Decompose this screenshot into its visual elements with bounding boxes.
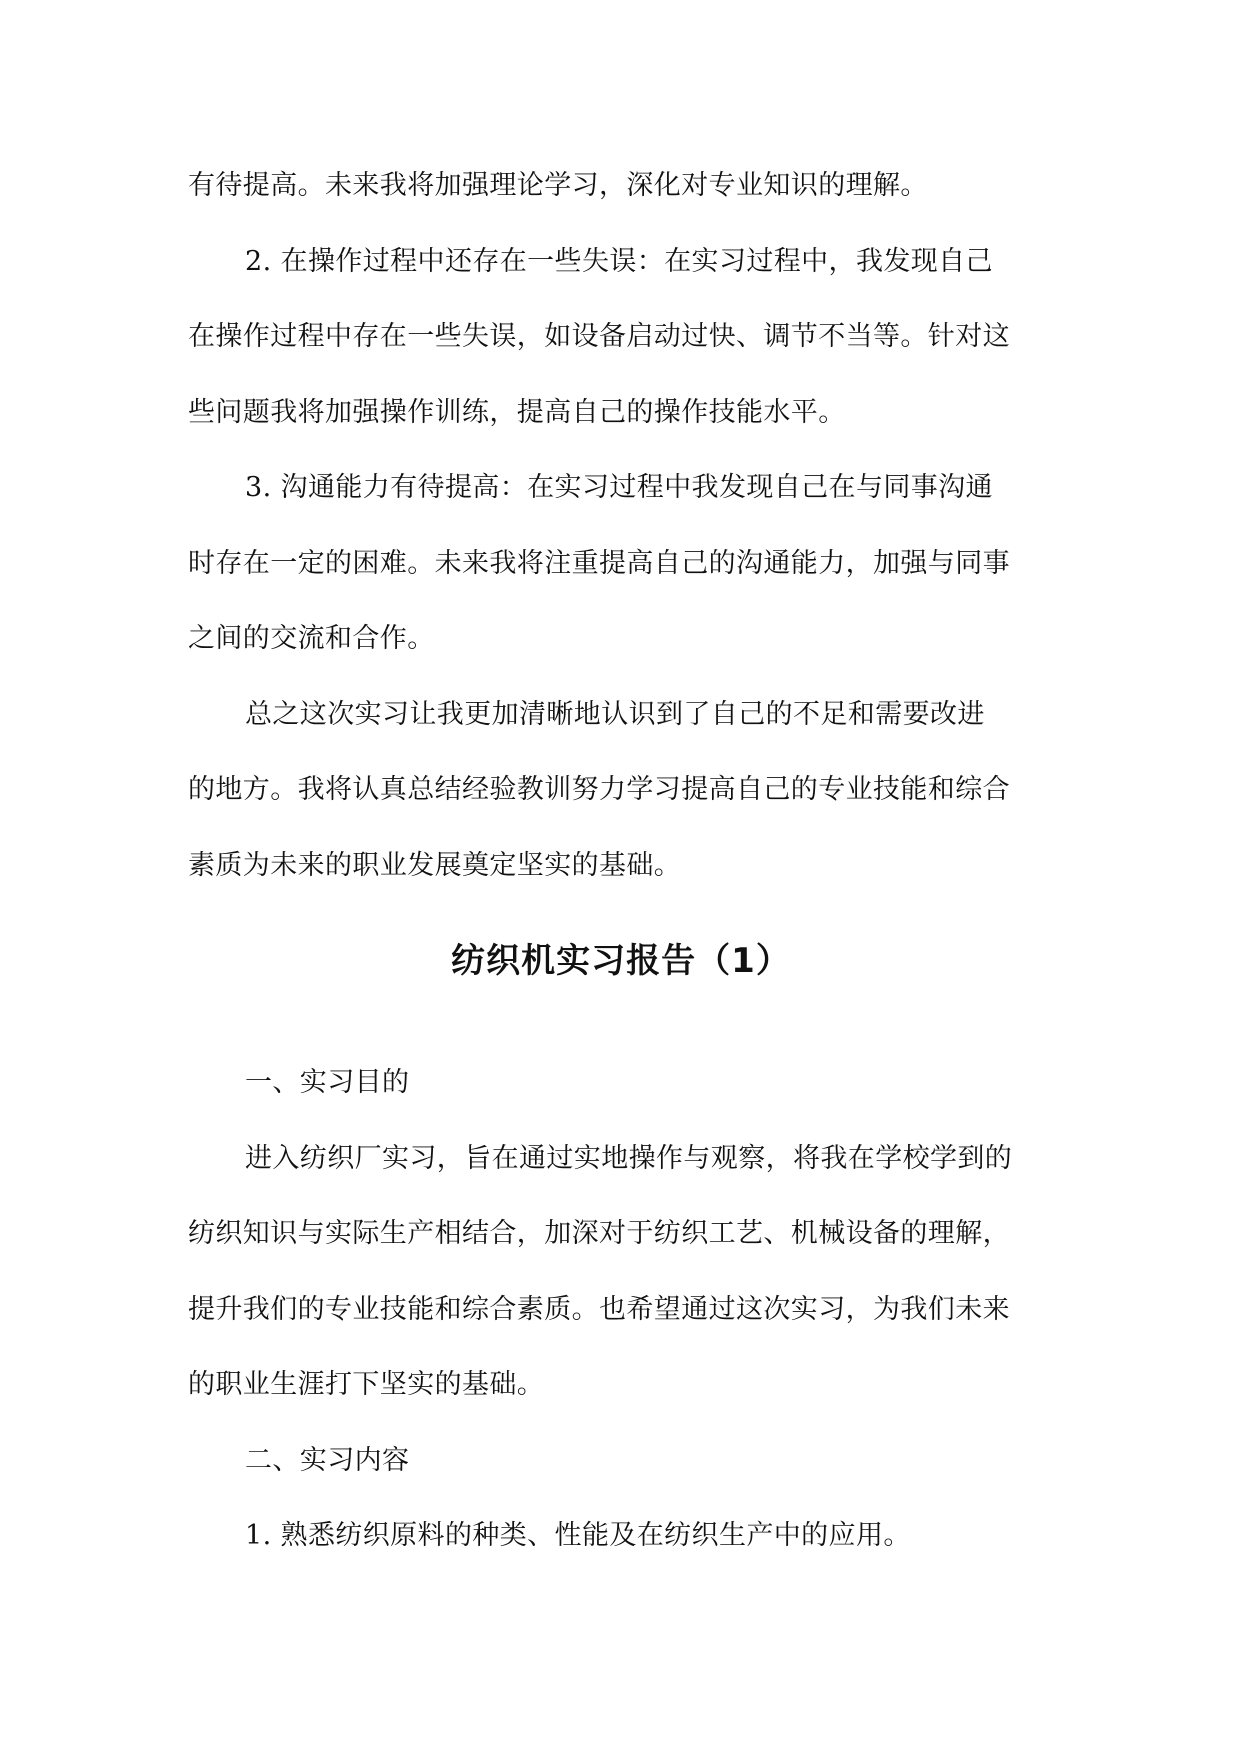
paragraph-line: 之间的交流和合作。 bbox=[188, 623, 435, 654]
paragraph-line: 纺织知识与实际生产相结合，加深对于纺织工艺、机械设备的理解， bbox=[188, 1218, 1010, 1249]
report-title: 纺织机实习报告（1） bbox=[451, 941, 791, 981]
list-item-3-line: 3. 沟通能力有待提高：在实习过程中我发现自己在与同事沟通 bbox=[245, 472, 993, 503]
paragraph-line: 进入纺织厂实习，旨在通过实地操作与观察，将我在学校学到的 bbox=[245, 1142, 1013, 1174]
paragraph-line: 的地方。我将认真总结经验教训努力学习提高自己的专业技能和综合 bbox=[188, 774, 1010, 805]
paragraph-line: 时存在一定的困难。未来我将注重提高自己的沟通能力，加强与同事 bbox=[188, 547, 1010, 579]
list-item-2-line: 2. 在操作过程中还存在一些失误：在实习过程中，我发现自己 bbox=[245, 245, 993, 277]
paragraph-line: 的职业生涯打下坚实的基础。 bbox=[188, 1369, 545, 1400]
spacer bbox=[188, 1001, 1054, 1045]
summary-paragraph-line: 总之这次实习让我更加清晰地认识到了自己的不足和需要改进 bbox=[245, 698, 985, 730]
paragraph-line: 在操作过程中存在一些失误，如设备启动过快、调节不当等。针对这 bbox=[188, 321, 1010, 352]
paragraph-line: 素质为未来的职业发展奠定坚实的基础。 bbox=[188, 849, 682, 881]
section-heading-purpose: 一、实习目的 bbox=[245, 1067, 410, 1098]
document-body bbox=[188, 148, 1054, 1574]
spacer bbox=[188, 903, 1054, 921]
paragraph-line: 有待提高。未来我将加强理论学习，深化对专业知识的理解。 bbox=[188, 170, 928, 201]
paragraph-line: 提升我们的专业技能和综合素质。也希望通过这次实习，为我们未来 bbox=[188, 1293, 1010, 1325]
section-heading-content: 二、实习内容 bbox=[245, 1444, 410, 1476]
list-item-1-line: 1. 熟悉纺织原料的种类、性能及在纺织生产中的应用。 bbox=[245, 1520, 911, 1551]
paragraph-line: 些问题我将加强操作训练，提高自己的操作技能水平。 bbox=[188, 396, 846, 428]
